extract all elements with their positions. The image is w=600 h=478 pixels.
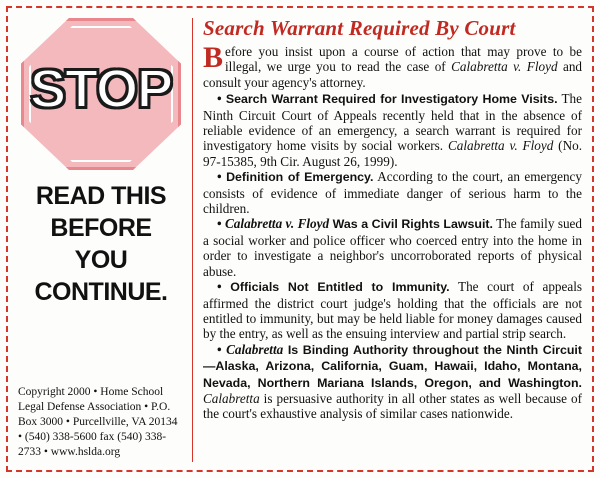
headline-line-1: READ THIS [35,182,167,210]
bullet-marker: • [217,341,222,357]
flyer-content [18,16,582,464]
bullet-body-1: The court of appeals affirmed the district court judge's holding that the officials are not entitled to immunity, but may be held liable for money damages caused by the entry, as well as the ensuing interview and partial strip search. [203,279,583,342]
bullet-italic-1: Calabretta [203,390,260,406]
intro-text-2: and consult your agency's attorney. [203,59,583,90]
bullet-item-4 [203,279,582,342]
bullet-heading: Is Binding Authority throughout the Ninth Circuit—Alaska, Arizona, California, Guam, Hawaii, Idaho, Montana, Nevada, Northern Mariana Islands, Oregon, and Washington. [203,342,582,390]
bullet-heading: Officials Not Entitled to Immunity. [230,280,450,295]
bullet-marker: • [217,279,222,295]
headline-block [18,180,184,308]
bullet-marker: • [217,216,222,232]
bullet-item-3 [203,216,582,279]
stop-sign-graphic [21,18,181,170]
headline-line-2: BEFORE [50,214,152,242]
left-column [18,16,190,464]
organization-address: Copyright 2000 • Home School Legal Defense Association • P.O. Box 3000 • Purcellville, VA 20134 • (540) 338-5600 fax (540) 338-2733 • www.hslda.org [18,386,178,458]
right-column [203,16,582,464]
article-body [203,41,583,422]
bullet-item-5 [203,342,582,422]
bullet-italic-1: Calabretta v. Floyd [447,138,554,154]
bullet-body-1: The Ninth Circuit Court of Appeals recently held that in the absence of reliable evidence of an emergency, a search warrant is required for investigatory home visits by social workers. [203,91,582,154]
intro-text-1: efore you insist upon a course of action that may prove to be illegal, we urge you to read the case of [225,44,582,75]
bullet-body-2: is persuasive authority in all other states as well because of the court's exhaustive analysis of similar cases nationwide. [203,390,582,422]
bullet-heading: Search Warrant Required for Investigatory Home Visits. [225,92,558,107]
intro-paragraph [203,41,583,90]
bullet-item-2 [203,169,582,216]
bullet-item-1 [203,91,582,169]
headline-line-3: YOU [74,246,128,274]
bullet-marker: • [217,91,222,107]
bullet-body-1: The family sued a social worker and police officer who coerced entry into the home in order to investigate a neighbor's uncorroborated reports of physical abuse. [203,216,582,279]
intro-case-name: Calabretta v. Floyd [451,59,558,75]
bullet-heading: Was a Civil Rights Lawsuit. [329,217,493,232]
stop-sign-label: STOP [29,59,173,119]
bullet-marker: • [217,169,222,185]
page-title: Search Warrant Required By Court [203,16,516,40]
left-spacer [18,308,184,385]
bullet-body-2: (No. 97-15385, 9th Cir. August 26, 1999). [203,138,582,169]
bullet-heading: Definition of Emergency. [226,170,374,185]
headline-line-4: CONTINUE. [34,278,168,306]
bullet-body-1: According to the court, an emergency consists of evidence of immediate danger of serious harm to the children. [203,169,582,217]
bullet-heading-case: Calabretta [226,341,284,357]
vertical-divider [192,18,193,462]
bullet-heading-case: Calabretta v. Floyd [225,216,330,232]
drop-cap: B [203,41,224,74]
